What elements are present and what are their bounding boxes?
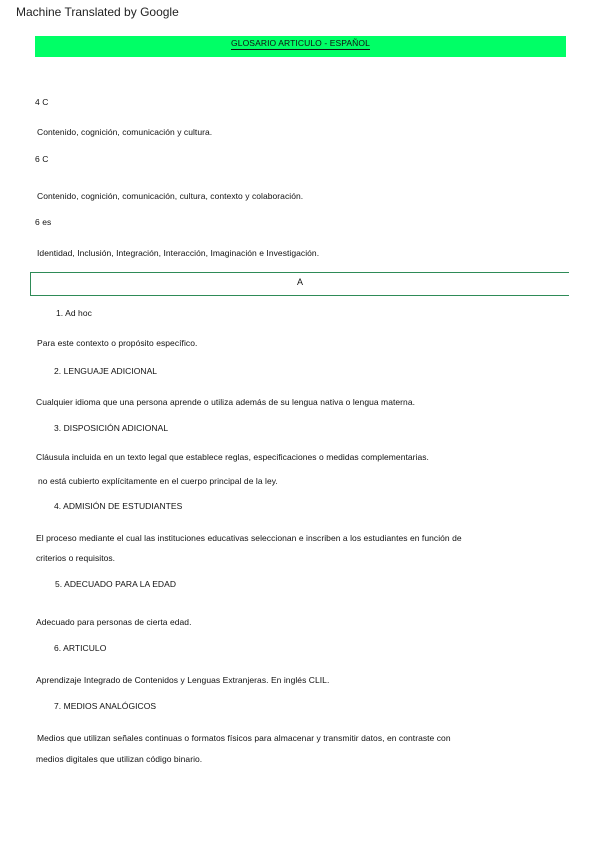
term-heading: 2. LENGUAJE ADICIONAL [54, 366, 158, 376]
intro-code-6es: 6 es [35, 217, 52, 227]
term-heading: 6. ARTICULO [54, 643, 107, 653]
section-letter: A [296, 277, 303, 287]
term-heading: 1. Ad hoc [56, 308, 92, 318]
intro-text-6es: Identidad, Inclusión, Integración, Interacción, Imaginación e Investigación. [37, 248, 320, 258]
intro-code-6c: 6 C [35, 154, 49, 164]
glossary-title: GLOSARIO ARTICULO - ESPAÑOL [231, 38, 370, 48]
term-definition: Cualquier idioma que una persona aprende o utiliza además de su lengua nativa o lengua materna. [36, 397, 416, 407]
term-definition: Adecuado para personas de cierta edad. [36, 617, 192, 627]
term-definition: El proceso mediante el cual las instituciones educativas seleccionan e inscriben a los estudiantes en función de [36, 533, 462, 543]
glossary-title-bar [35, 36, 566, 57]
intro-code-4c: 4 C [35, 97, 49, 107]
intro-text-4c: Contenido, cognición, comunicación y cultura. [37, 127, 213, 137]
term-definition: Aprendizaje Integrado de Contenidos y Lenguas Extranjeras. En inglés CLIL. [36, 675, 330, 685]
term-heading: 4. ADMISIÓN DE ESTUDIANTES [54, 501, 183, 511]
term-definition: medios digitales que utilizan código binario. [36, 754, 203, 764]
intro-text-6c: Contenido, cognición, comunicación, cultura, contexto y colaboración. [37, 191, 304, 201]
term-definition: Para este contexto o propósito específico. [37, 338, 198, 348]
term-definition: Cláusula incluida en un texto legal que establece reglas, especificaciones o medidas complementarias. [36, 452, 429, 462]
term-heading: 7. MEDIOS ANALÓGICOS [54, 701, 157, 711]
term-heading: 5. ADECUADO PARA LA EDAD [55, 579, 177, 589]
term-definition: criterios o requisitos. [36, 553, 116, 563]
section-letter-box [30, 272, 569, 296]
machine-translated-banner: Machine Translated by Google [16, 5, 179, 19]
term-heading: 3. DISPOSICIÓN ADICIONAL [54, 423, 169, 433]
term-definition: Medios que utilizan señales continuas o formatos físicos para almacenar y transmitir datos, en contraste con [37, 733, 451, 743]
term-definition: no está cubierto explícitamente en el cuerpo principal de la ley. [38, 476, 278, 486]
